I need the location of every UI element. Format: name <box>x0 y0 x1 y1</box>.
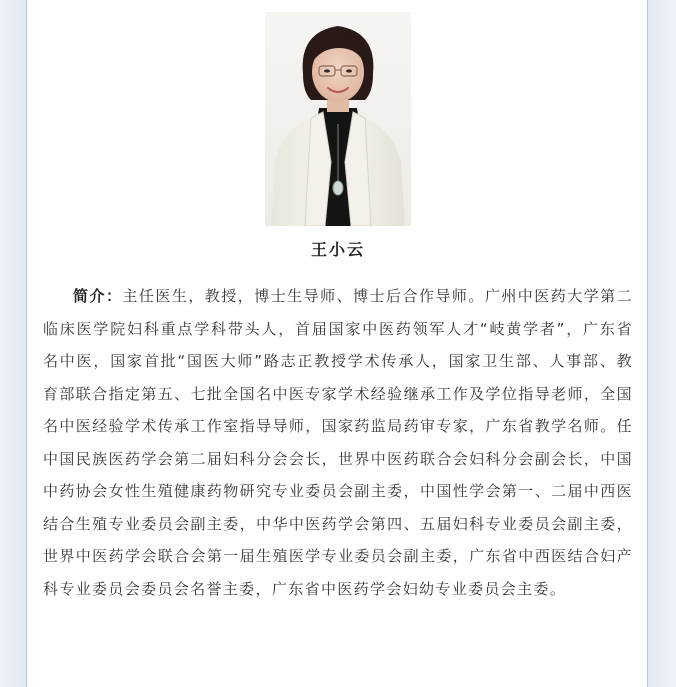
person-name: 王小云 <box>310 240 365 259</box>
portrait-photo <box>265 12 411 226</box>
bio-label: 简介： <box>73 287 123 305</box>
bio-text: 主任医生，教授，博士生导师、博士后合作导师。广州中医药大学第二临床医学院妇科重点学科带头人，首届国家中医药领军人才“岐黄学者”，广东省名中医，国家首批“国医大师”路志正教授学术传承人，国家卫生部、人事部、教育部联合指定第五、七批全国名中医专家学术经验继承工作及学位指导老师，全国名中医经验学术传承工作室指导导师，国家药监局药审专家，广东省教学名师。任中国民族医药学会第二届妇科分会会长，世界中医药联合会妇科分会副会长，中国中药协会女性生殖健康药物研究专业委员会副主委，中国性学会第一、二届中西医结合生殖专业委员会副主委，中华中医药学会第四、五届妇科专业委员会副主委，世界中医药学会联合会第一届生殖医学专业委员会副主委，广东省中西医结合妇产科专业委员会委员会名誉主委，广东省中医药学会妇幼专业委员会主委。 <box>43 287 633 598</box>
article-page <box>26 0 648 687</box>
outer-margin-right <box>648 0 676 687</box>
outer-margin-left <box>0 0 26 687</box>
bio-paragraph <box>43 280 633 605</box>
